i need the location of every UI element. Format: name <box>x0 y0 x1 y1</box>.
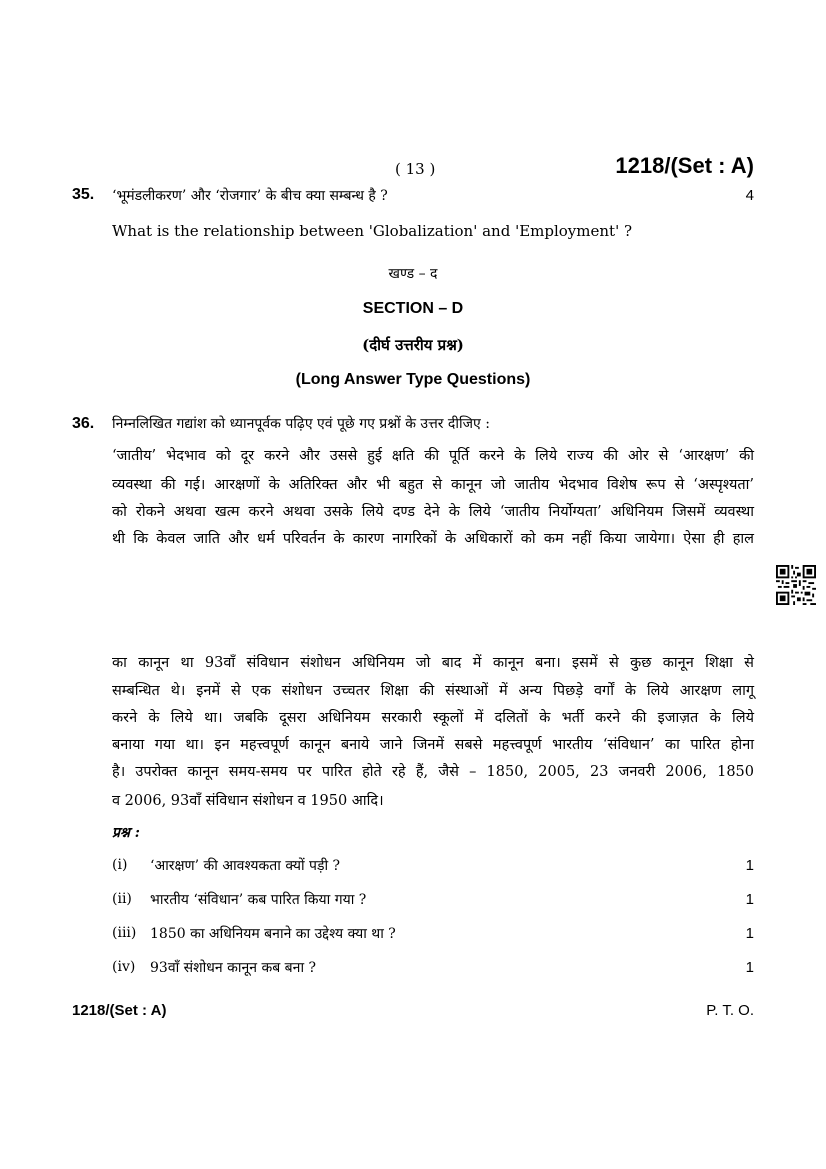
subquestion-text: भारतीय ‘संविधान’ कब पारित किया गया ? <box>150 892 367 908</box>
passage-line: है। उपरोक्त कानून समय-समय पर पारित होते रहे हैं, जैसे – 1850, 2005, 23 जनवरी 2006, 1850 <box>112 764 754 780</box>
subquestion-text: 93वाँ संशोधन कानून कब बना ? <box>150 960 317 976</box>
passage-line: व्यवस्था की गई। आरक्षणों के अतिरिक्त और भी बहुत से कानून जो जातीय भेदभाव विशेष रूप से ‘अस्पृश्यता’ <box>112 477 754 493</box>
subquestion-marks: 1 <box>745 857 754 874</box>
paper-code-header: 1218/(Set : A) <box>615 153 754 178</box>
passage-line-last: व 2006, 93वाँ संविधान संशोधन व 1950 आदि। <box>112 793 384 809</box>
subquestion-text: 1850 का अधिनियम बनाने का उद्देश्य क्या था ? <box>150 926 396 942</box>
question-36-instruction: निम्नलिखित गद्यांश को ध्यानपूर्वक पढ़िए एवं पूछे गए प्रश्नों के उत्तर दीजिए : <box>112 416 490 432</box>
subquestion-number: (ii) <box>112 891 132 907</box>
footer-pto: P. T. O. <box>706 1002 754 1019</box>
page-number: ( 13 ) <box>395 160 436 178</box>
qr-code <box>776 565 816 605</box>
footer-paper-code: 1218/(Set : A) <box>72 1002 167 1019</box>
question-35-marks: 4 <box>745 187 754 204</box>
passage-line: का कानून था 93वाँ संविधान संशोधन अधिनियम जो बाद में कानून बना। इसमें से कुछ कानून शिक्षा से <box>112 655 754 671</box>
question-35-english: What is the relationship between 'Globalization' and 'Employment' ? <box>112 222 632 240</box>
question-35-hindi: ‘भूमंडलीकरण’ और ‘रोजगार’ के बीच क्या सम्बन्ध है ? <box>112 188 388 204</box>
subquestion-number: (iv) <box>112 959 136 975</box>
questions-label: प्रश्न : <box>112 825 140 841</box>
subquestion-marks: 1 <box>745 925 754 942</box>
subquestion-marks: 1 <box>745 891 754 908</box>
subquestion-marks: 1 <box>745 959 754 976</box>
passage-line: ‘जातीय’ भेदभाव को दूर करने और उससे हुई क्षति की पूर्ति करने के लिये राज्य की ओर से ‘आरक्षण’ की <box>112 448 754 464</box>
subquestion-number: (i) <box>112 857 128 873</box>
subquestion-number: (iii) <box>112 925 137 941</box>
passage-line: को रोकने अथवा खत्म करने अथवा उसके लिये दण्ड देने के लिये ‘जातीय निर्योग्यता’ अधिनियम जिसमें व्यवस्था <box>112 504 754 520</box>
section-title: SECTION – D <box>362 300 464 317</box>
question-35-number: 35. <box>72 186 95 203</box>
passage-line: करने के लिये था। जबकि दूसरा अधिनियम सरकारी स्कूलों में दलितों के भर्ती करने की इजाज़त के लिये <box>112 710 754 726</box>
question-36-number: 36. <box>72 415 95 432</box>
section-subtitle: (Long Answer Type Questions) <box>295 371 531 388</box>
passage-line: थी कि केवल जाति और धर्म परिवर्तन के कारण नागरिकों के अधिकारों को कम नहीं किया जायेगा। ऐसा ही हाल <box>112 531 754 547</box>
subquestion-text: ‘आरक्षण’ की आवश्यकता क्यों पड़ी ? <box>150 858 341 874</box>
section-hindi-subtitle: (दीर्घ उत्तरीय प्रश्न) <box>362 336 464 354</box>
passage-line: बनाया गया था। इन महत्त्वपूर्ण कानून बनाये जाने जिनमें सबसे महत्त्वपूर्ण भारतीय ‘संविधान’ का पारित होना <box>112 737 754 753</box>
passage-line: सम्बन्धित थे। इनमें से एक संशोधन उच्चतर शिक्षा की संस्थाओं में अन्य पिछड़े वर्गों के लिये आरक्षण लागू <box>112 683 754 699</box>
section-hindi-title: खण्ड – द <box>388 266 438 282</box>
